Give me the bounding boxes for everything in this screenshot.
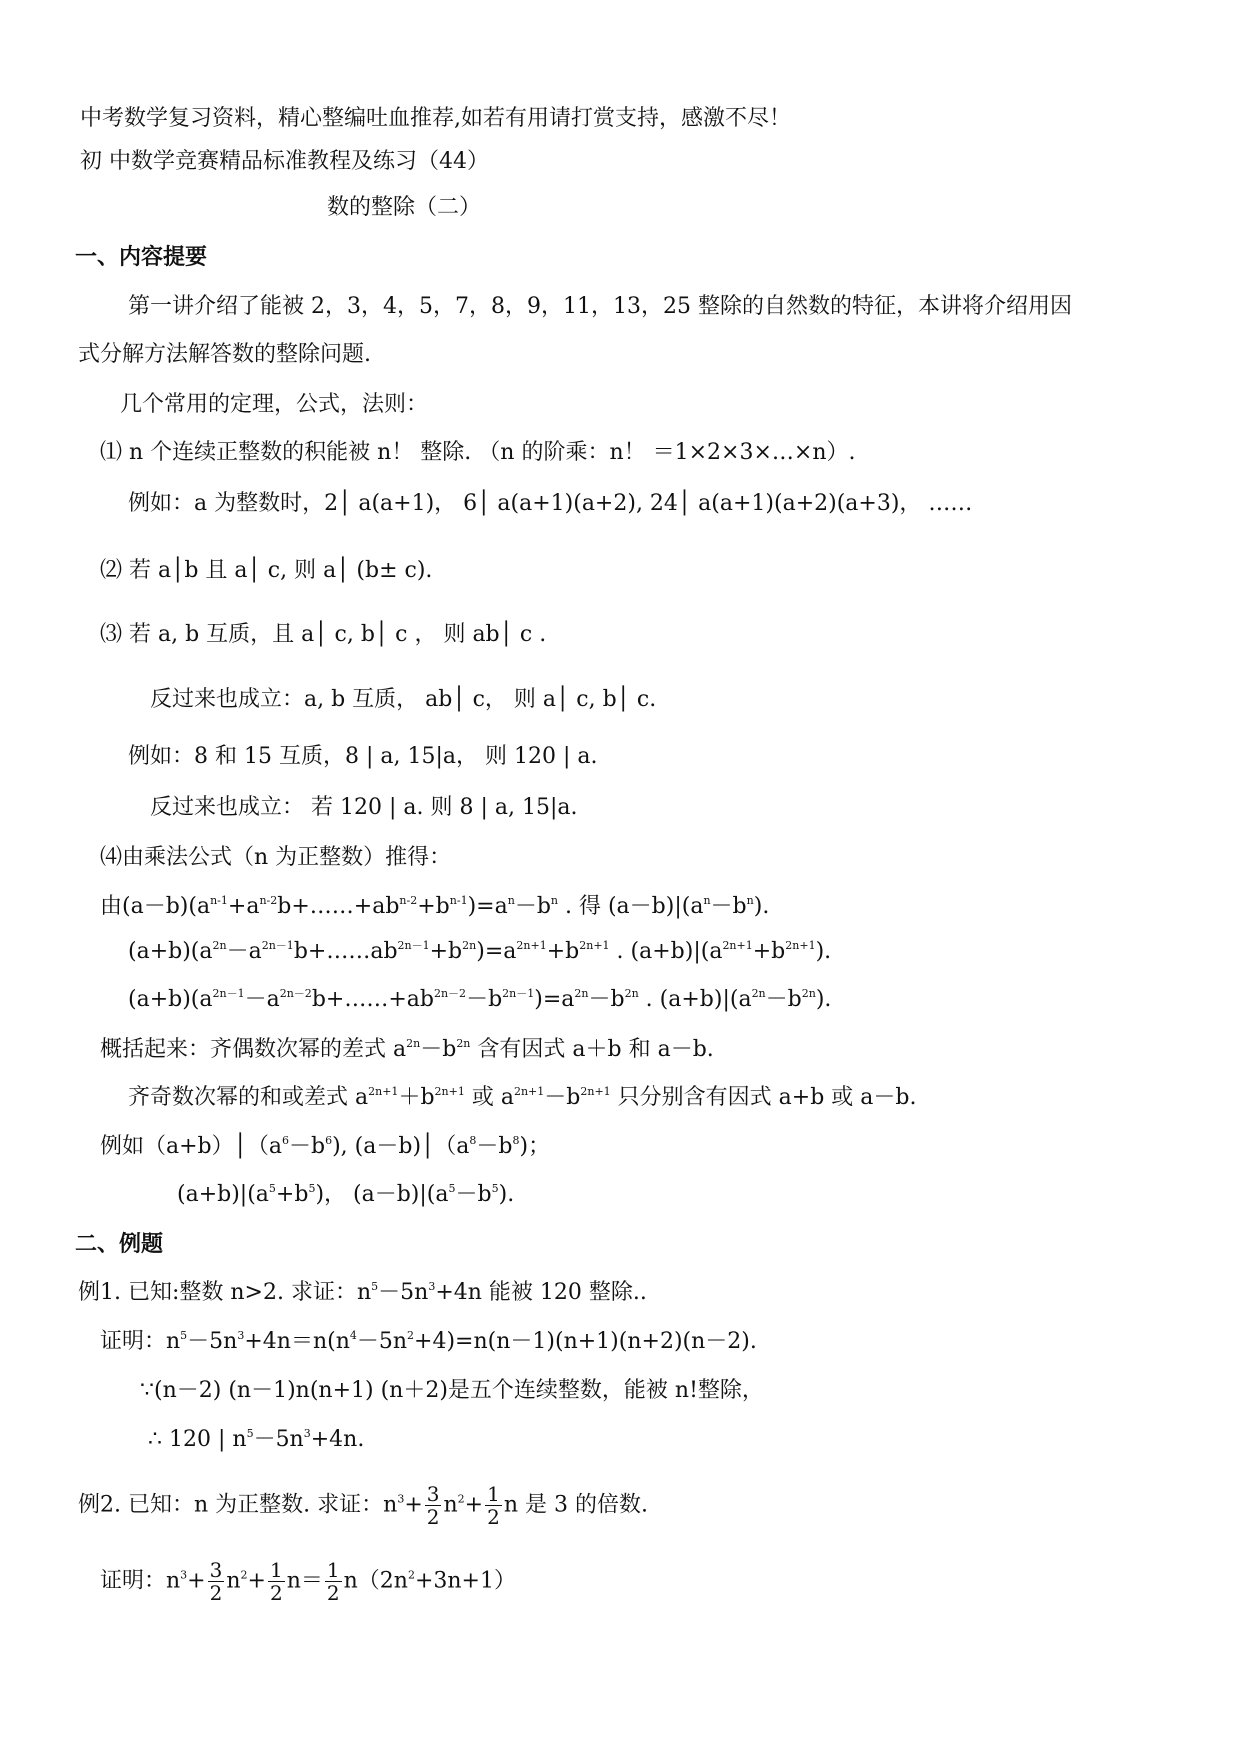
text-line-25: 证明：$n^5-5n^3+4n=n(n^4-5n^2+4)=n(n-1)(n+1)(n+2)(n-2)$. bbox=[100, 1329, 757, 1354]
text-line-22: $(a+b)|(a^5+b^5)$， $(a-b)|(a^5-b^5)$. bbox=[177, 1182, 515, 1207]
text-line-15: ⑷由乘法公式（n 为正整数）推得： bbox=[100, 845, 452, 870]
text-line-14: 反过来也成立： 若 120 | a. 则 8 | a, 15|a. bbox=[150, 795, 578, 820]
text-line-11: ⑶ 若 a, b 互质，且 a│ c, b│ c ， 则 ab│ c . bbox=[100, 622, 547, 647]
text-line-10: ⑵ 若 a│b 且 a│ c, 则 a│ (b± c). bbox=[100, 558, 433, 583]
text-line-28: 例2. 已知：n 为正整数. 求证：$n^3+$ $\frac{3}{2}$ $n^2+$ $\frac{1}{2}$ n 是 3 的倍数. bbox=[78, 1482, 648, 1529]
text-line-7: 几个常用的定理，公式，法则： bbox=[120, 392, 429, 417]
text-line-2: 初 中数学竞赛精品标准教程及练习（44） bbox=[80, 149, 489, 174]
text-line-4: 一、内容提要 bbox=[75, 244, 208, 270]
text-line-27: ∴ 120 | $n^5-5n^3+4n$. bbox=[148, 1427, 365, 1452]
text-line-12: 反过来也成立：a, b 互质， ab│ c， 则 a│ c, b│ c. bbox=[150, 687, 657, 712]
text-line-29: 证明：$n^3+$ $\frac{3}{2}$ $n^2+$ $\frac{1}{2}$ n＝ $\frac{1}{2}$ $n(2n^2+3n+1)$ bbox=[100, 1558, 516, 1605]
text-line-24: 例1. 已知:整数 n>2. 求证：$n^5-5n^3+4n$ 能被 120 整除.. bbox=[78, 1280, 647, 1305]
text-line-26: ∵(n－2) (n－1)n(n+1) (n＋2)是五个连续整数，能被 n!整除， bbox=[140, 1378, 764, 1403]
text-line-8: ⑴ n 个连续正整数的积能被 n！ 整除. （n 的阶乘：n！ ＝1×2×3×…×n）. bbox=[100, 440, 856, 465]
text-line-20: 齐奇数次幂的和或差式 $a^{2n+1}+b^{2n+1}$ 或 $a^{2n+1}-b^{2n+1}$ 只分别含有因式 a+b 或 a－b. bbox=[128, 1085, 917, 1110]
text-line-16: 由$(a-b)(a^{n-1}+a^{n-2}b+\dots\dots+ab^{n-2}+b^{n-1})=a^n-b^n$ . 得 $(a-b)|(a^n-b^n)$. bbox=[100, 894, 770, 919]
text-line-23: 二、例题 bbox=[75, 1231, 164, 1257]
text-line-3: 数的整除（二） bbox=[327, 195, 482, 220]
text-line-17: $(a+b)(a^{2n}-a^{2n-1}b+\dots\dots ab^{2n-1}+b^{2n})=a^{2n+1}+b^{2n+1}$ . $(a+b)|(a^{2n+1}+b^{2n+1})$. bbox=[128, 939, 832, 964]
text-line-9: 例如：a 为整数时，2│ a(a+1)， 6│ a(a+1)(a+2), 24│ a(a+1)(a+2)(a+3)， …… bbox=[128, 491, 973, 516]
text-line-19: 概括起来：齐偶数次幂的差式 $a^{2n}-b^{2n}$ 含有因式 a＋b 和 a－b. bbox=[100, 1037, 714, 1062]
text-line-1: 中考数学复习资料，精心整编吐血推荐,如若有用请打赏支持，感激不尽！ bbox=[80, 106, 791, 131]
text-line-18: $(a+b)(a^{2n-1}-a^{2n-2}b+\dots\dots+ab^{2n-2}-b^{2n-1})=a^{2n}-b^{2n}$ . $(a+b)|(a^{2n}-b^{2n})$. bbox=[128, 987, 832, 1012]
text-line-21: 例如$(a+b)│(a^6-b^6)$, $(a-b)│(a^8-b^8)$； bbox=[100, 1134, 551, 1159]
text-line-6: 式分解方法解答数的整除问题. bbox=[78, 342, 371, 367]
text-line-5: 第一讲介绍了能被 2，3，4，5，7，8，9，11，13，25 整除的自然数的特征，本讲将介绍用因 bbox=[128, 294, 1072, 319]
text-line-13: 例如：8 和 15 互质，8 | a, 15|a， 则 120 | a. bbox=[128, 744, 598, 769]
